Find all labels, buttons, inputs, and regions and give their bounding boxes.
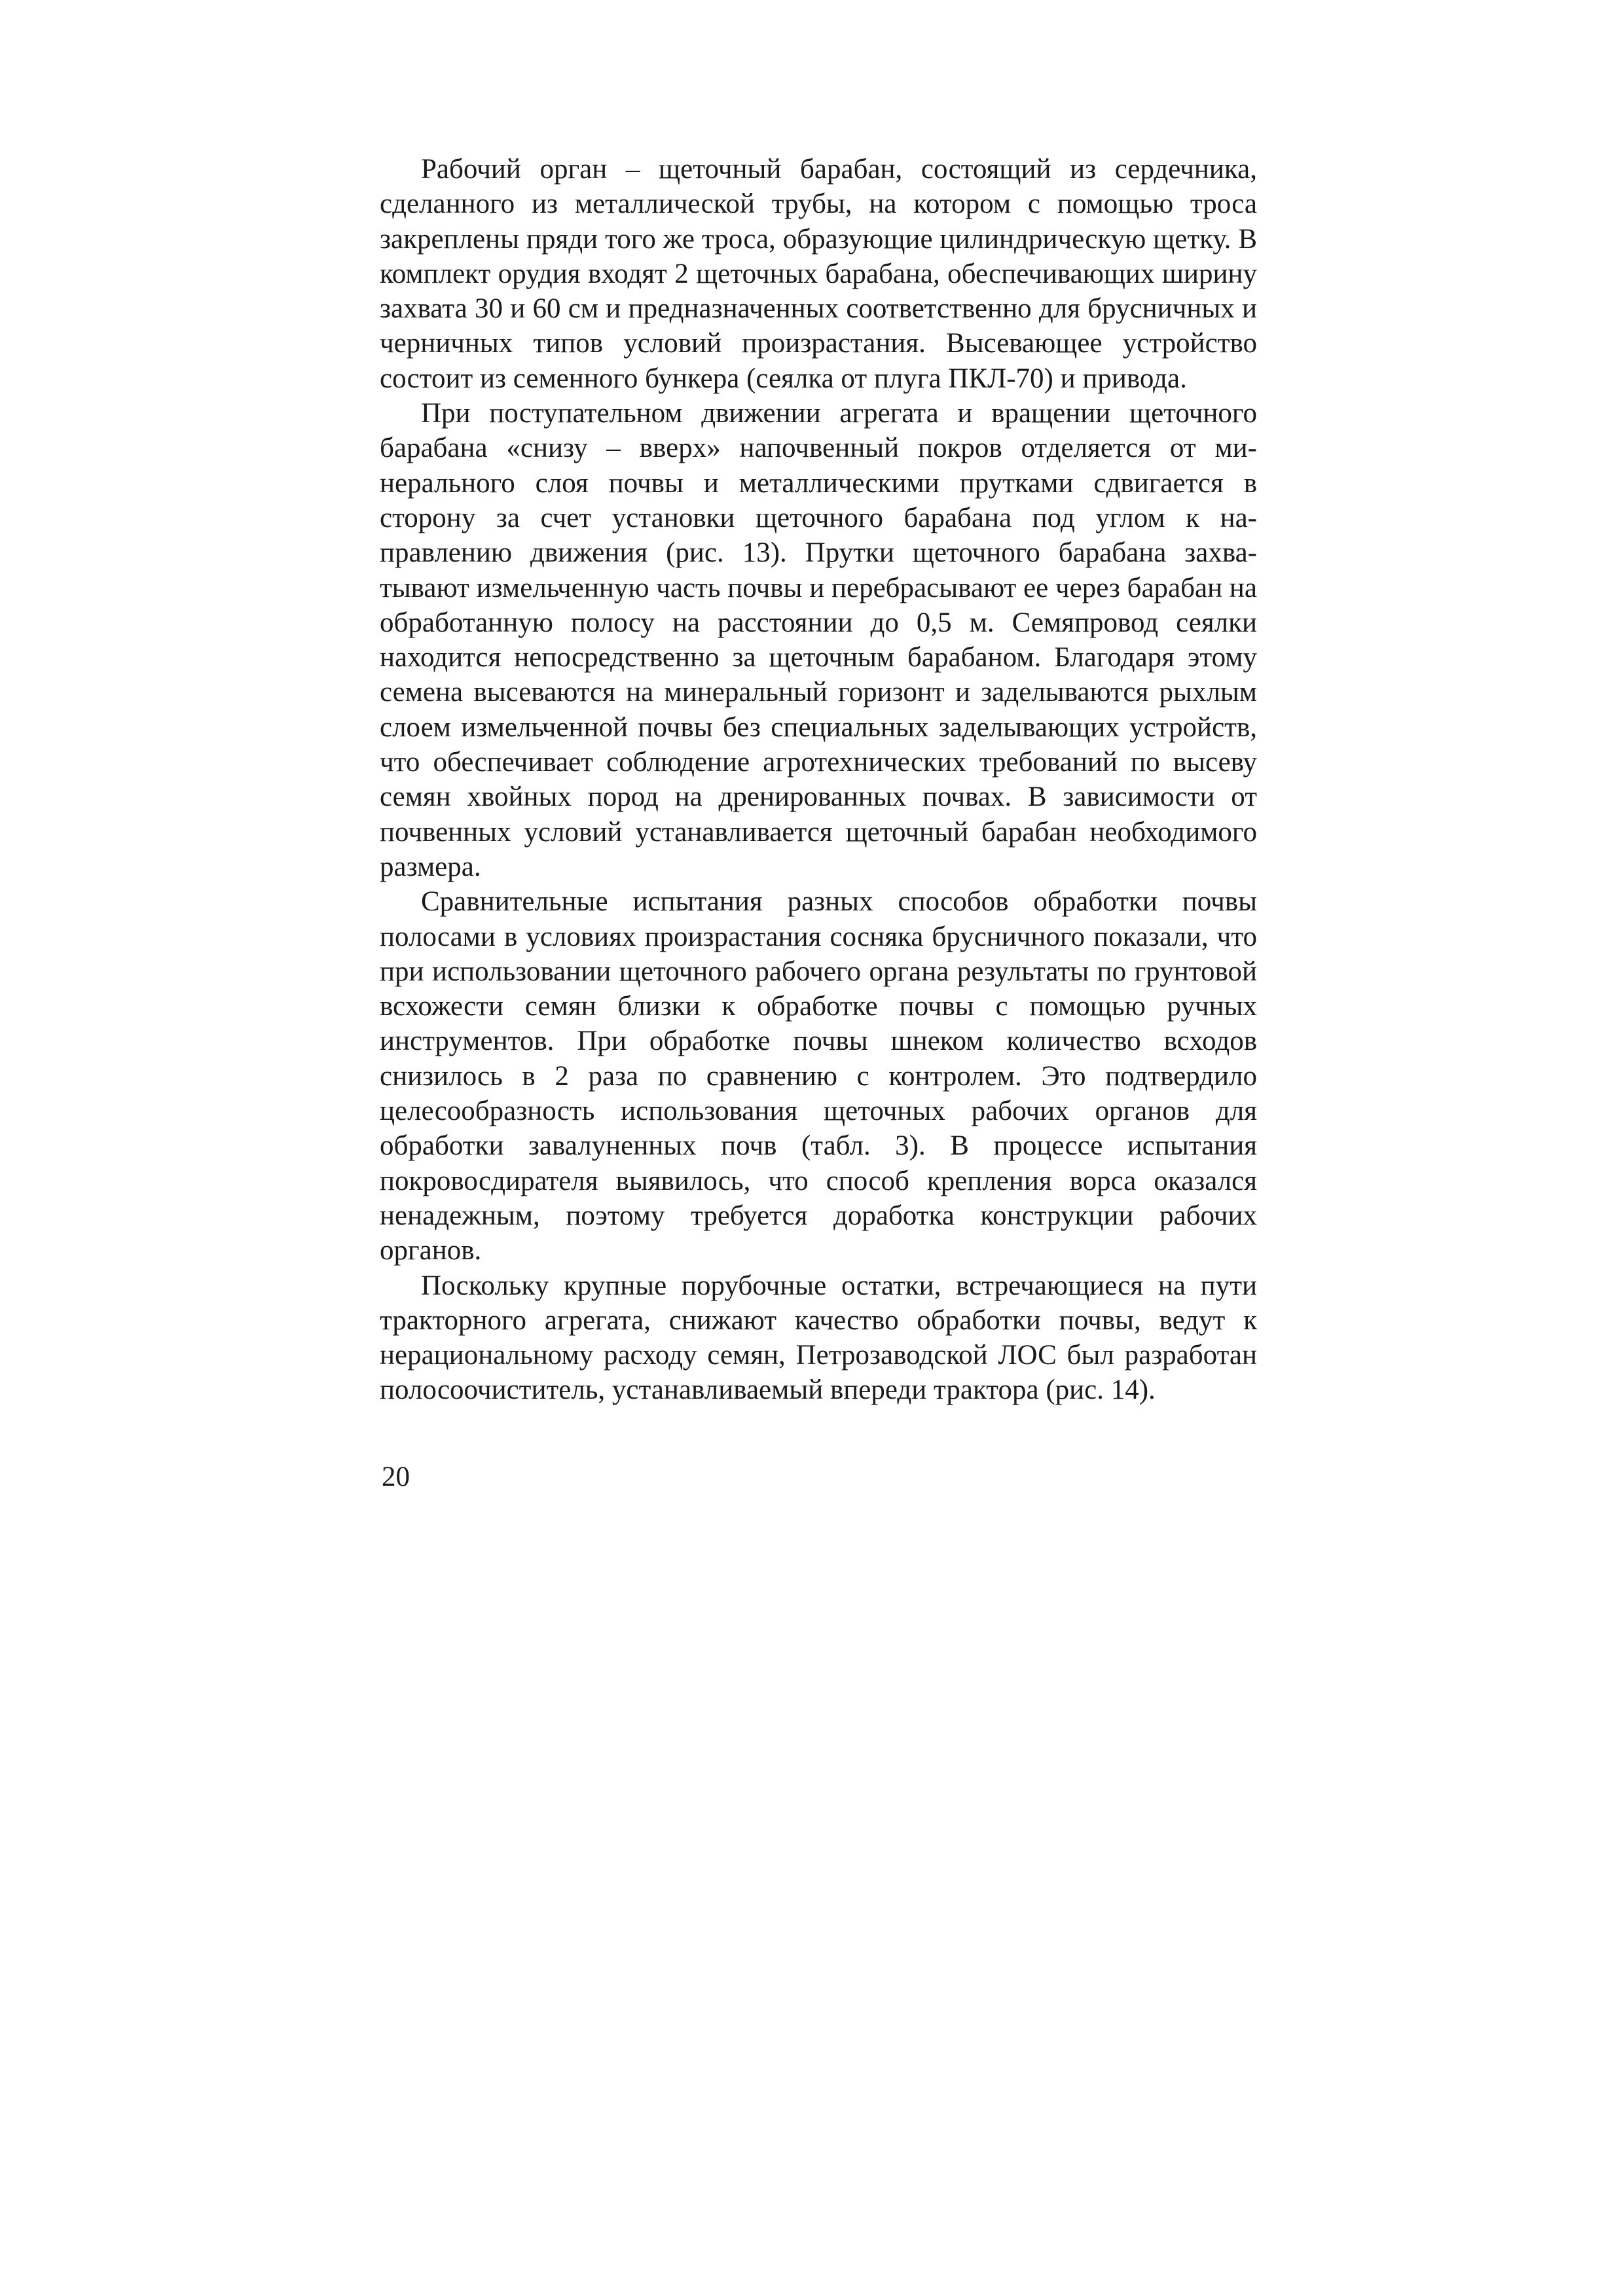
- page-number: 20: [382, 1462, 410, 1492]
- paragraph-2: При поступательном движении агрегата и вращении щеточного барабана «снизу – вверх» напочвенный покров отделяется от минерального слоя почвы и металлическими прутками сдвигается в сторону за счет установки щеточного барабана под углом к направлению движения (рис. 13). Прутки щеточного барабана захватывают измельченную часть почвы и перебрасывают ее через барабан на обработанную полосу на расстоянии до 0,5 м. Семяпровод сеялки находится непосредственно за щеточным барабаном. Благодаря этому семена высеваются на минеральный горизонт и заделываются рыхлым слоем измельченной почвы без специальных заделывающих устройств, что обеспечивает соблюдение агротехнических требований по высеву семян хвойных пород на дренированных почвах. В зависимости от почвенных условий устанавливается щеточный барабан необходимого размера.: [380, 398, 1257, 882]
- paragraph-3: Сравнительные испытания разных способов обработки почвы полосами в условиях произрастания сосняка брусничного показали, что при использовании щеточного рабочего органа результаты по грунтовой всхожести семян близки к обработке почвы с помощью ручных инструментов. При обработке почвы шнеком количество всходов снизилось в 2 раза по сравнению с контролем. Это подтвердило целесообразность использования щеточных рабочих органов для обработки завалуненных почв (табл. 3). В процессе испытания покровосдирателя выявилось, что способ крепления ворса оказался ненадежным, поэтому требуется доработка конструкции рабочих органов.: [380, 886, 1257, 1266]
- paragraph-4: Поскольку крупные порубочные остатки, встречающиеся на пути тракторного агрегата, снижают качество обработки почвы, ведут к нерациональному расходу семян, Петрозаводской ЛОС был разработан полосоочиститель, устанавливаемый впереди трактора (рис. 14).: [380, 1270, 1257, 1406]
- page-body: [380, 152, 1257, 1408]
- paragraph-1: Рабочий орган – щеточный барабан, состоящий из сердечника, сделанного из металлической трубы, на котором с помощью троса закреплены пряди того же троса, образующие цилиндрическую щетку. В комплект орудия входят 2 щеточных барабана, обеспечивающих ширину захвата 30 и 60 см и предназначенных соответственно для брусничных и черничных типов условий произрастания. Высевающее устройство состоит из семенного бункера (сеялка от плуга ПКЛ-70) и привода.: [380, 154, 1257, 394]
